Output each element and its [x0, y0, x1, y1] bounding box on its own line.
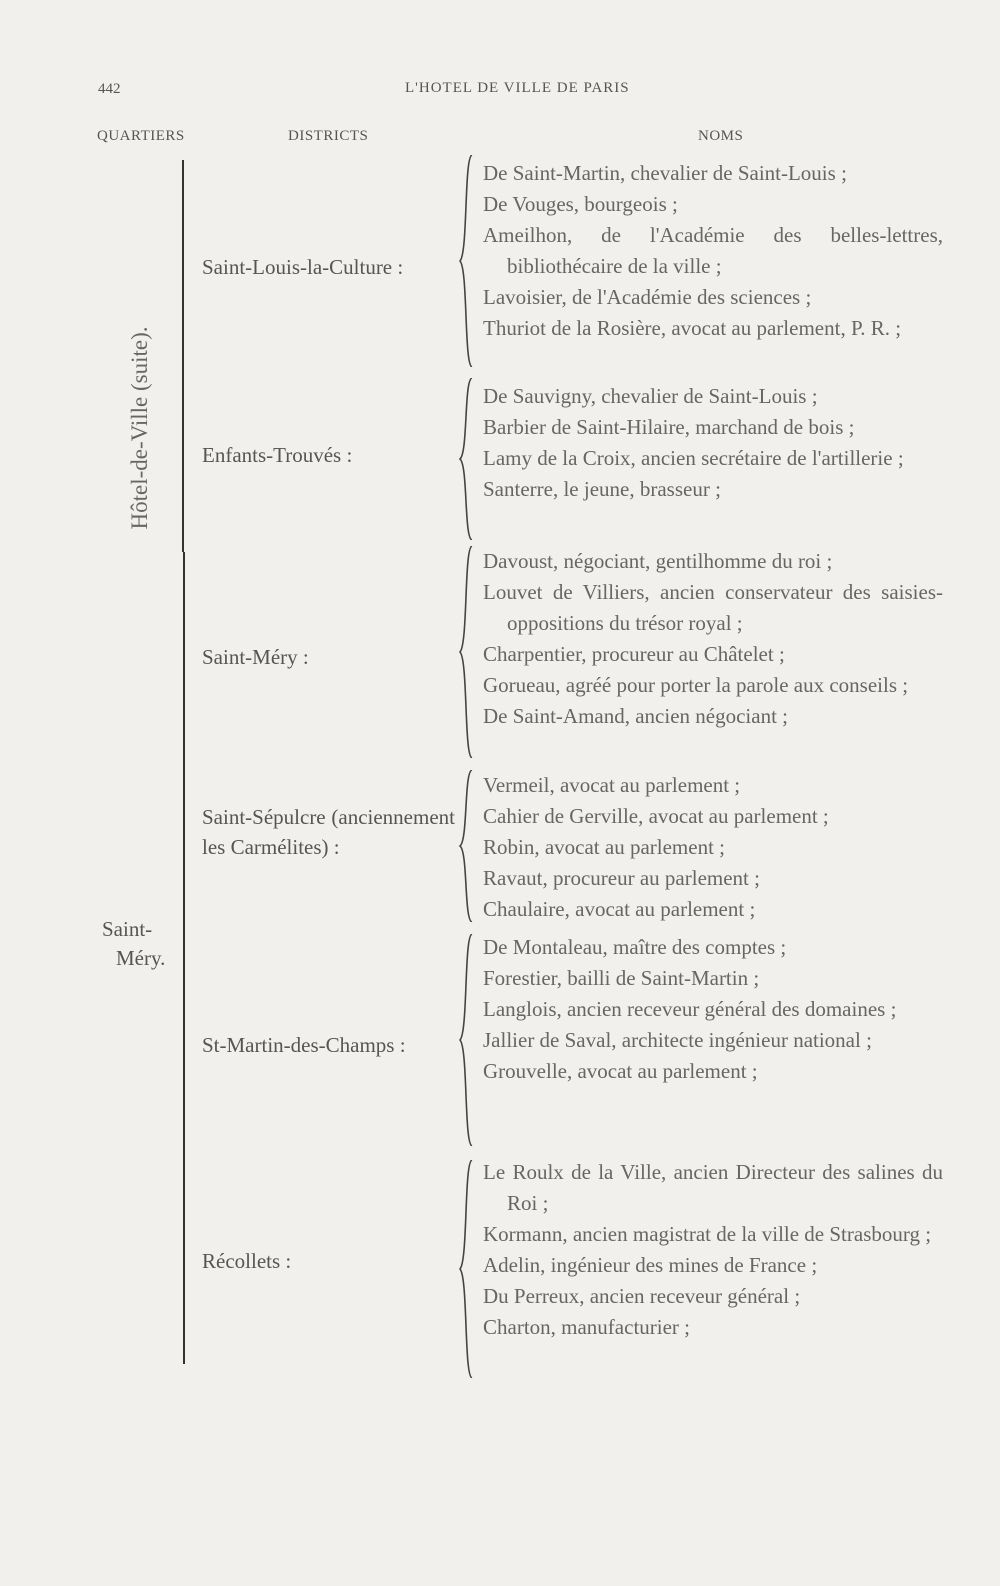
quartier-rule-hotel-de-ville	[182, 160, 184, 552]
district-saint-sepulcre: Saint-Sépulcre (anciennement les Carmélites) :	[202, 805, 455, 859]
noms-list-enfants-trouves	[483, 381, 943, 505]
nom-entry: Robin, avocat au parlement ;	[483, 835, 726, 859]
nom-entry: Charpentier, procureur au Châtelet ;	[483, 642, 785, 666]
quartier-name-line: Saint-	[102, 917, 153, 941]
nom-entry: Langlois, ancien receveur général des domaines ;	[483, 997, 897, 1021]
quartier-hotel-de-ville: Hôtel-de-Ville (suite).	[127, 326, 152, 530]
nom-entry: Forestier, bailli de Saint-Martin ;	[483, 966, 760, 990]
district-saint-mery: Saint-Méry :	[202, 645, 309, 669]
noms-list-saint-louis-la-culture	[483, 158, 943, 344]
running-title: L'HOTEL DE VILLE DE PARIS	[405, 80, 630, 96]
quartier-saint-mery	[102, 915, 165, 973]
nom-entry: Vermeil, avocat au parlement ;	[483, 773, 741, 797]
nom-entry: Ravaut, procureur au parlement ;	[483, 866, 760, 890]
nom-entry: Le Roulx de la Ville, ancien Directeur des salines du Roi ;	[483, 1160, 943, 1215]
page-number: 442	[98, 81, 121, 97]
nom-entry: Santerre, le jeune, brasseur ;	[483, 477, 721, 501]
nom-entry: De Sauvigny, chevalier de Saint-Louis ;	[483, 384, 818, 408]
nom-entry: Adelin, ingénieur des mines de France ;	[483, 1253, 818, 1277]
district-recollets: Récollets :	[202, 1249, 292, 1273]
brace-icon	[458, 155, 474, 367]
district-saint-louis-la-culture: Saint-Louis-la-Culture :	[202, 255, 404, 279]
nom-entry: Du Perreux, ancien receveur général ;	[483, 1284, 801, 1308]
nom-entry: De Saint-Martin, chevalier de Saint-Louis ;	[483, 161, 847, 185]
nom-entry: Chaulaire, avocat au parlement ;	[483, 897, 756, 921]
noms-list-saint-mery	[483, 546, 943, 732]
brace-icon	[458, 1160, 474, 1378]
nom-entry: Lamy de la Croix, ancien secrétaire de l'artillerie ;	[483, 446, 904, 470]
district-enfants-trouves: Enfants-Trouvés :	[202, 443, 353, 467]
nom-entry: De Saint-Amand, ancien négociant ;	[483, 704, 788, 728]
column-header-quartiers: QUARTIERS	[97, 128, 185, 144]
nom-entry: Davoust, négociant, gentilhomme du roi ;	[483, 549, 833, 573]
nom-entry: Jallier de Saval, architecte ingénieur national ;	[483, 1028, 872, 1052]
nom-entry: Cahier de Gerville, avocat au parlement ;	[483, 804, 829, 828]
noms-list-saint-sepulcre	[483, 770, 943, 925]
noms-list-recollets	[483, 1157, 943, 1343]
column-header-noms: NOMS	[698, 128, 744, 144]
quartier-name-line: Méry.	[116, 946, 166, 970]
column-header-districts: DISTRICTS	[288, 128, 369, 144]
brace-icon	[458, 770, 474, 922]
brace-icon	[458, 934, 474, 1146]
nom-entry: Kormann, ancien magistrat de la ville de Strasbourg ;	[483, 1222, 932, 1246]
nom-entry: Louvet de Villiers, ancien conservateur des saisies-oppositions du trésor royal ;	[483, 580, 943, 635]
nom-entry: Grouvelle, avocat au parlement ;	[483, 1059, 758, 1083]
brace-icon	[458, 378, 474, 540]
nom-entry: De Vouges, bourgeois ;	[483, 192, 678, 216]
brace-icon	[458, 546, 474, 758]
quartier-rule-saint-mery	[183, 552, 185, 1364]
nom-entry: Lavoisier, de l'Académie des sciences ;	[483, 285, 812, 309]
nom-entry: Barbier de Saint-Hilaire, marchand de bois ;	[483, 415, 855, 439]
noms-list-st-martin-des-champs	[483, 932, 943, 1087]
nom-entry: Gorueau, agréé pour porter la parole aux conseils ;	[483, 673, 909, 697]
district-st-martin-des-champs: St-Martin-des-Champs :	[202, 1033, 406, 1057]
nom-entry: De Montaleau, maître des comptes ;	[483, 935, 787, 959]
nom-entry: Charton, manufacturier ;	[483, 1315, 691, 1339]
nom-entry: Ameilhon, de l'Académie des belles-lettres, bibliothécaire de la ville ;	[483, 223, 943, 278]
nom-entry: Thuriot de la Rosière, avocat au parlement, P. R. ;	[483, 316, 902, 340]
